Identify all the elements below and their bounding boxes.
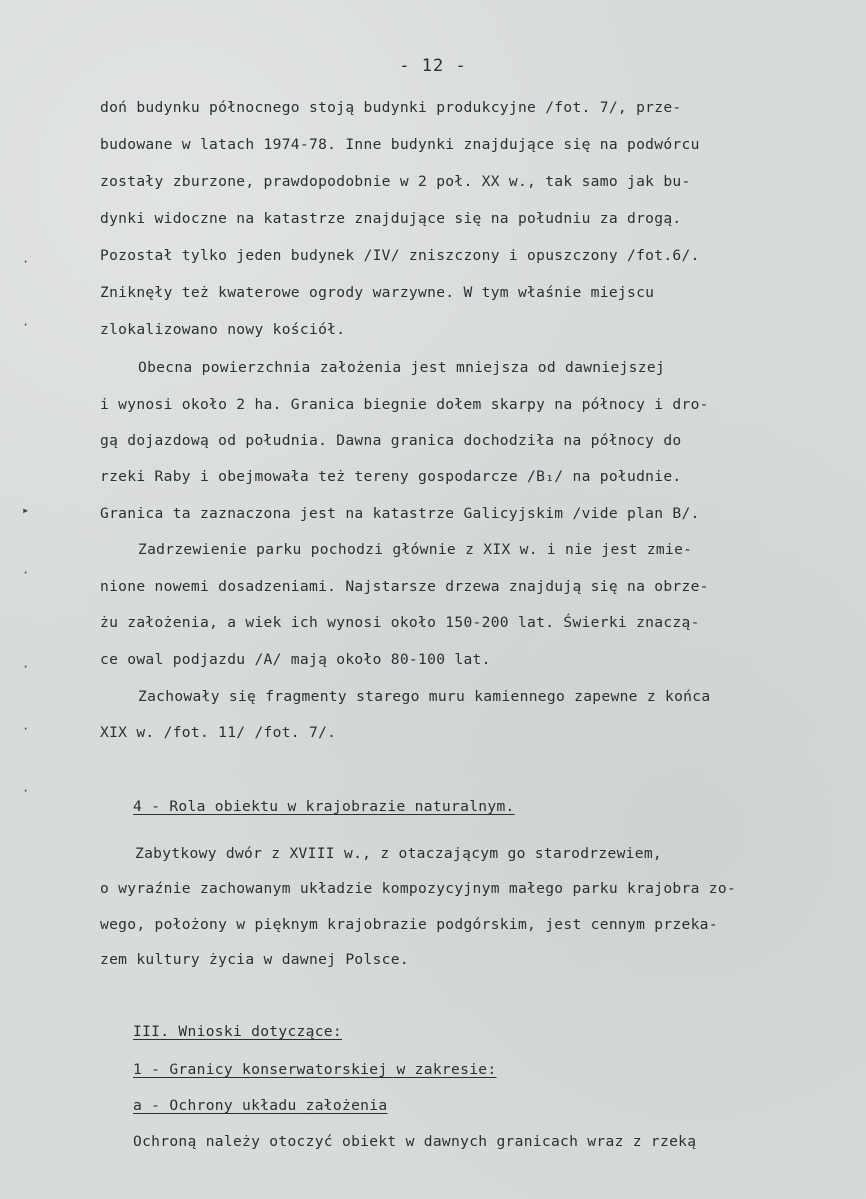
margin-mark: · <box>22 566 30 580</box>
text-line: zlokalizowano nowy kościół. <box>100 321 346 338</box>
margin-mark: · <box>22 255 30 269</box>
text-line: ce owal podjazdu /A/ mają około 80-100 lat. <box>100 651 491 668</box>
subsection-heading: 1 - Granicy konserwatorskiej w zakresie: <box>133 1061 497 1078</box>
text-line: Pozostał tylko jeden budynek /IV/ zniszczony i opuszczony /fot.6/. <box>100 247 700 264</box>
text-line: Zniknęły też kwaterowe ogrody warzywne. W tym właśnie miejscu <box>100 284 655 301</box>
margin-mark: · <box>22 660 30 674</box>
page-number: - 12 - <box>399 56 467 76</box>
text-line: dynki widoczne na katastrze znajdujące się na południu za drogą. <box>100 210 682 227</box>
margin-mark: · <box>22 722 30 736</box>
text-line: nione nowemi dosadzeniami. Najstarsze drzewa znajdują się na obrze- <box>100 578 709 595</box>
section-heading: 4 - Rola obiektu w krajobrazie naturalnym. <box>133 798 515 815</box>
text-line: doń budynku północnego stoją budynki produkcyjne /fot. 7/, prze- <box>100 99 682 116</box>
text-line: budowane w latach 1974-78. Inne budynki znajdujące się na podwórcu <box>100 136 700 153</box>
text-line: zostały zburzone, prawdopodobnie w 2 poł. XX w., tak samo jak bu- <box>100 173 691 190</box>
text-line: gą dojazdową od południa. Dawna granica dochodziła na północy do <box>100 432 682 449</box>
text-line: Zadrzewienie parku pochodzi głównie z XIX w. i nie jest zmie- <box>138 541 693 558</box>
text-line: XIX w. /fot. 11/ /fot. 7/. <box>100 724 337 741</box>
margin-mark: · <box>22 318 30 332</box>
margin-mark: · <box>22 784 30 798</box>
text-line: Obecna powierzchnia założenia jest mniejsza od dawniejszej <box>138 359 665 376</box>
text-line: Zabytkowy dwór z XVIII w., z otaczającym go starodrzewiem, <box>135 845 662 862</box>
text-line: Granica ta zaznaczona jest na katastrze Galicyjskim /vide plan B/. <box>100 505 700 522</box>
text-line: wego, położony w pięknym krajobrazie podgórskim, jest cennym przeka- <box>100 916 718 933</box>
text-line: Ochroną należy otoczyć obiekt w dawnych granicach wraz z rzeką <box>133 1133 697 1150</box>
margin-mark: ▸ <box>22 503 30 517</box>
text-line: Zachowały się fragmenty starego muru kamiennego zapewne z końca <box>138 688 711 705</box>
text-line: żu założenia, a wiek ich wynosi około 150-200 lat. Świerki znaczą- <box>100 614 700 631</box>
text-line: o wyraźnie zachowanym układzie kompozycyjnym małego parku krajobra zo- <box>100 880 737 897</box>
text-line: zem kultury życia w dawnej Polsce. <box>100 951 409 968</box>
section-heading: III. Wnioski dotyczące: <box>133 1023 342 1040</box>
text-line: rzeki Raby i obejmowała też tereny gospodarcze /B₁/ na południe. <box>100 468 682 485</box>
text-line: i wynosi około 2 ha. Granica biegnie dołem skarpy na północy i dro- <box>100 396 709 413</box>
subsection-heading: a - Ochrony układu założenia <box>133 1097 388 1114</box>
